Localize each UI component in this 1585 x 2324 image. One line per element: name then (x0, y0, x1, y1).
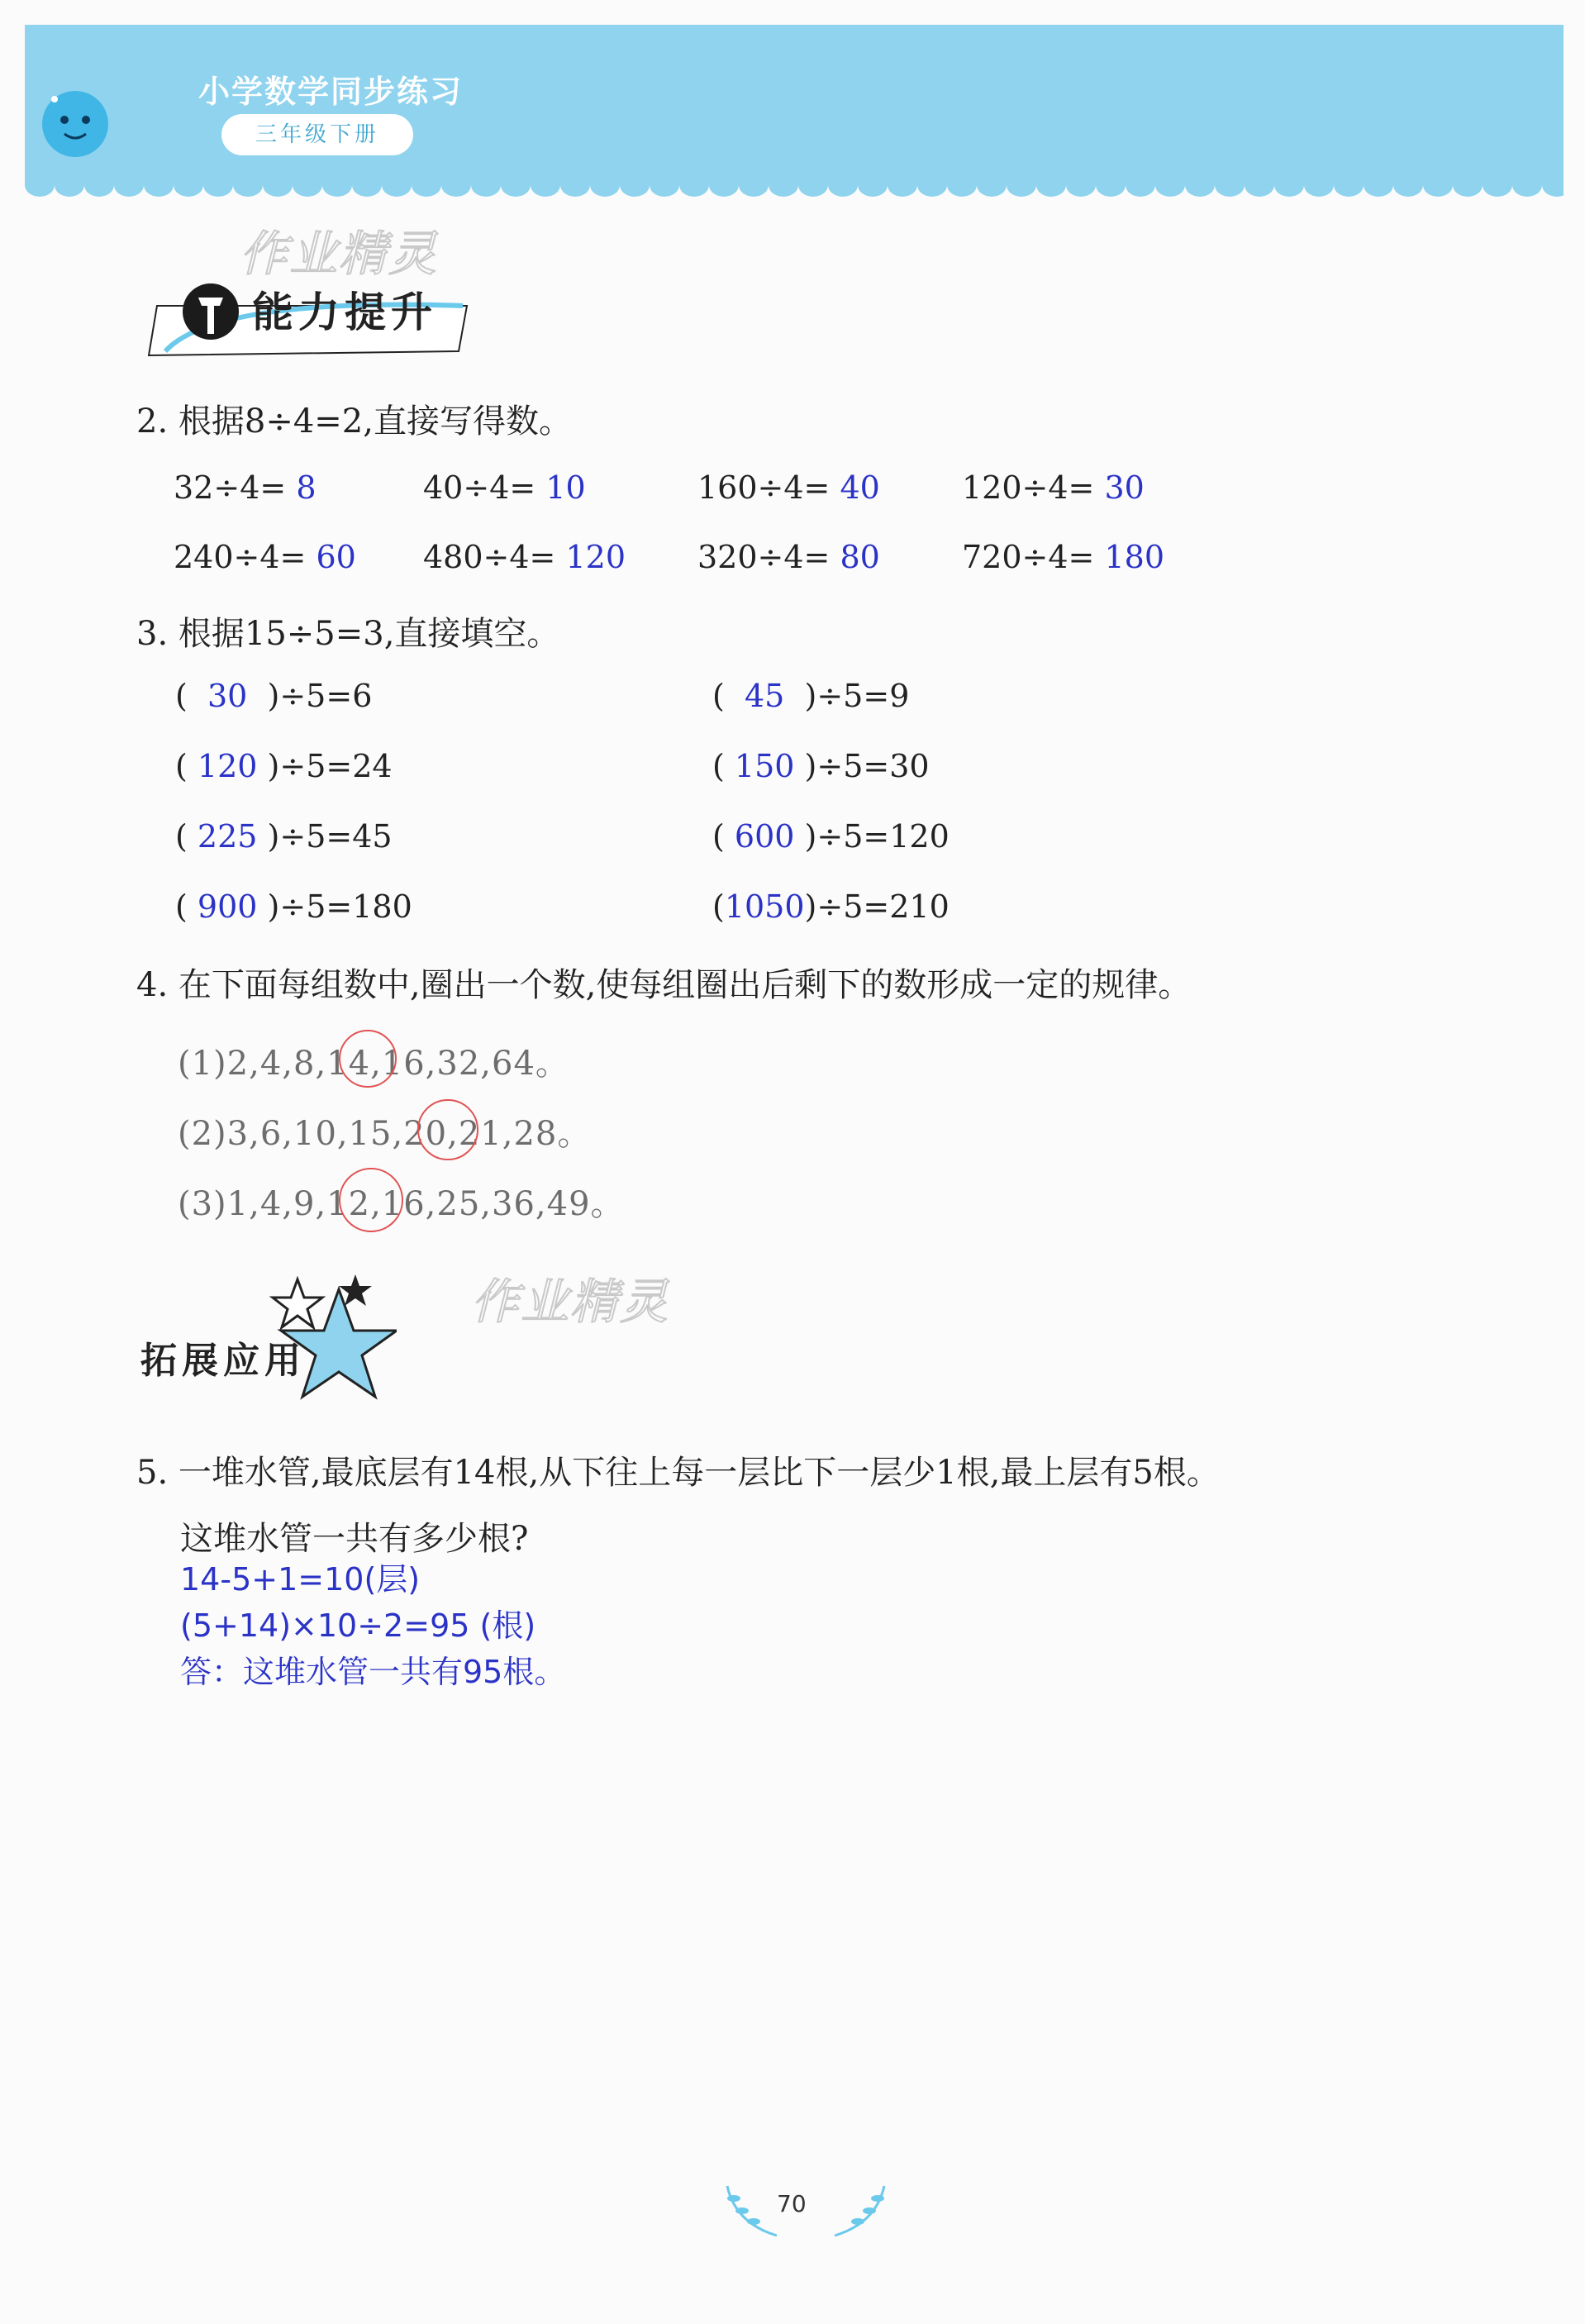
q3-item: (1050)÷5=210 (712, 888, 950, 925)
q3-item: ( 225 )÷5=45 (175, 818, 393, 855)
q2-item: 480÷4= 120 (423, 539, 626, 575)
q2-answer: 8 (296, 469, 317, 506)
grade-badge: 三年级下册 (221, 114, 413, 155)
q2-item: 240÷4= 60 (174, 539, 356, 575)
q3-answer: 1050 (724, 888, 805, 925)
circled-number: 20 (403, 1115, 448, 1153)
q3-answer: 30 (207, 678, 248, 714)
q4-group: (1)2,4,8,14,16,32,64。 (178, 1045, 569, 1083)
answer-circle (339, 1030, 397, 1088)
q3-answer: 600 (734, 818, 795, 855)
question-3-prompt: 3. 根据15÷5=3,直接填空。 (136, 615, 560, 653)
q2-item: 160÷4= 40 (697, 469, 880, 506)
solution-answer: 答：这堆水管一共有95根。 (180, 1654, 566, 1690)
watermark: 作业精灵 (240, 226, 439, 282)
q3-answer: 45 (744, 678, 785, 714)
question-5-prompt: 5. 一堆水管,最底层有14根,从下往上每一层比下一层少1根,最上层有5根。 (136, 1454, 1220, 1492)
laurel-left-icon (711, 2182, 785, 2240)
q2-item: 320÷4= 80 (697, 539, 880, 575)
q2-answer: 120 (565, 539, 626, 575)
header-scallop-border (25, 175, 1564, 200)
q3-item: ( 120 )÷5=24 (175, 748, 393, 784)
question-2-prompt: 2. 根据8÷4=2,直接写得数。 (136, 402, 572, 441)
circled-number: 14 (326, 1045, 371, 1083)
q3-item: ( 150 )÷5=30 (712, 748, 930, 784)
q2-answer: 80 (840, 539, 880, 575)
q3-answer: 900 (197, 888, 258, 925)
q2-answer: 40 (840, 469, 880, 506)
q2-item: 720÷4= 180 (962, 539, 1165, 575)
q3-answer: 150 (734, 748, 795, 784)
book-title: 小学数学同步练习 (198, 74, 464, 110)
question-4-prompt: 4. 在下面每组数中,圈出一个数,使每组圈出后剩下的数形成一定的规律。 (136, 966, 1192, 1004)
circled-number: 12 (326, 1185, 371, 1223)
q3-answer: 225 (197, 818, 258, 855)
q2-answer: 30 (1104, 469, 1145, 506)
solution-line: (5+14)×10÷2=95 (根) (180, 1607, 536, 1644)
mascot-icon (30, 74, 121, 165)
q3-answer: 120 (197, 748, 258, 784)
q4-group: (3)1,4,9,12,16,25,36,49。 (178, 1185, 625, 1223)
q2-item: 32÷4= 8 (174, 469, 317, 506)
q3-item: ( 600 )÷5=120 (712, 818, 950, 855)
answer-circle (417, 1099, 478, 1160)
q2-answer: 180 (1104, 539, 1165, 575)
page-number: 70 (777, 2190, 807, 2217)
section-title-ability: 能力提升 (252, 288, 437, 336)
q2-item: 120÷4= 30 (962, 469, 1145, 506)
road-icon (180, 281, 242, 343)
q2-answer: 60 (316, 539, 356, 575)
question-5-sub: 这堆水管一共有多少根? (180, 1520, 529, 1558)
q2-answer: 10 (545, 469, 586, 506)
q3-item: ( 900 )÷5=180 (175, 888, 412, 925)
solution-line: 14-5+1=10(层) (180, 1561, 421, 1598)
q3-item: ( 30 )÷5=6 (175, 678, 373, 714)
answer-circle (339, 1168, 403, 1232)
q2-item: 40÷4= 10 (423, 469, 586, 506)
laurel-right-icon (826, 2182, 901, 2240)
q4-group: (2)3,6,10,15,20,21,28。 (178, 1115, 592, 1153)
watermark: 作业精灵 (471, 1274, 670, 1330)
q3-item: ( 45 )÷5=9 (712, 678, 910, 714)
section-title-extension: 拓展应用 (140, 1340, 306, 1382)
